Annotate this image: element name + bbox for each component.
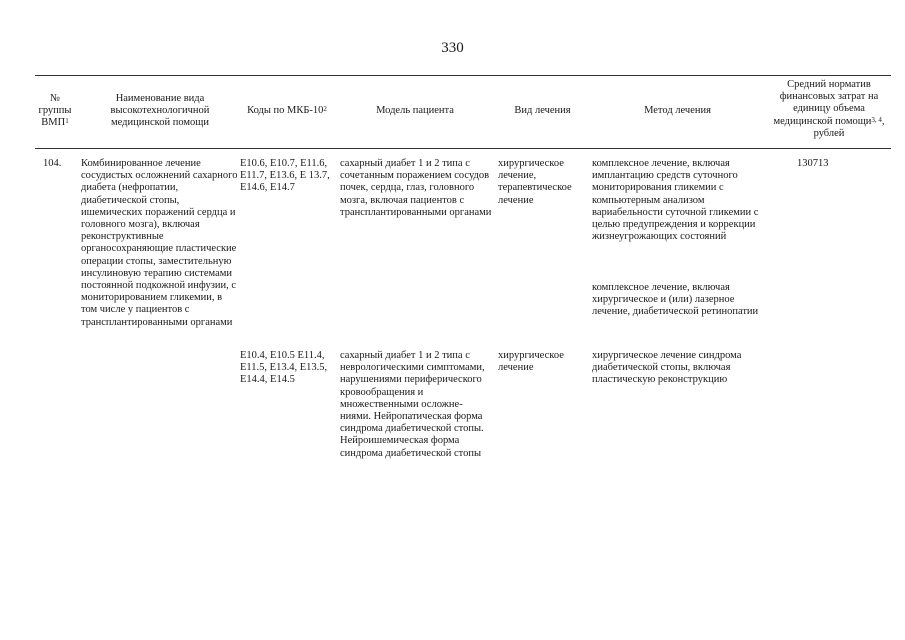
icd-codes-2: E10.4, E10.5 E11.4, E11.5, E13.4, E13.5, E14.4, E14.5 bbox=[240, 350, 328, 386]
header-top-rule bbox=[35, 75, 891, 76]
header-treatment-type: Вид лечения bbox=[514, 105, 571, 116]
header-icd-codes: Коды по МКБ-$10^2$ bbox=[247, 105, 327, 116]
treatment-type-1: хирургическое лечение, терапевтическое лечение bbox=[498, 158, 572, 206]
icd-codes-1: E10.6, E10.7, E11.6, E11.7, E13.6, E 13.7, E14.6, E14.7 bbox=[240, 158, 330, 194]
header-cost-norm: Средний норматив финансовых затрат на единицу объема медицинской помощи$^{3, 4}$, рублей bbox=[773, 79, 885, 139]
page-number: 330 bbox=[441, 40, 464, 56]
cost-value: 130713 bbox=[797, 158, 829, 169]
treatment-type-2: хирургическое лечение bbox=[498, 350, 564, 374]
treatment-method-1a: комплексное лечение, включая имплантацию средств суточного мониторирования гликемии с компьютерным анализом вариабельности суточной гликемии с целью предупреждения и коррекции жизнеугрожающих состояний bbox=[592, 158, 759, 243]
treatment-method-1b: комплексное лечение, включая хирургическое и (или) лазерное лечение, диабетической ретинопатии bbox=[592, 282, 759, 318]
treatment-method-2: хирургическое лечение синдрома диабетической стопы, включая пластическую реконструкцию bbox=[592, 350, 742, 386]
header-bottom-rule bbox=[35, 148, 891, 149]
patient-model-1: сахарный диабет 1 и 2 типа с сочетанным поражением сосудов почек, сердца, глаз, головного мозга, включая пациентов с трансплантированными органами bbox=[340, 158, 492, 218]
group-number: 104. bbox=[43, 158, 62, 169]
patient-model-2: сахарный диабет 1 и 2 типа с неврологическими симптомами, нарушениями периферического кровообращения и множественными осложне-ниями. Нейропатическая форма синдрома диабетической стопы. Нейроишемическая форма синдрома диабетической стопы bbox=[340, 350, 485, 459]
header-patient-model: Модель пациента bbox=[376, 105, 454, 116]
header-treatment-method: Метод лечения bbox=[644, 105, 711, 116]
vmp-type-name: Комбинированное лечение сосудистых осложнений сахарного диабета (нефропатии, диабетической стопы, ишемических поражений сердца и головного мозга), включая реконструктивные органосохраняющие пластические операции стопы, заместительную инсулиновую терапию системами постоянной подкожной инфузии, с мониторированием гликемии, в том числе у пациентов с трансплантированными органами bbox=[81, 158, 238, 328]
header-type-name: Наименование вида высокотехнологичной медицинской помощи bbox=[110, 93, 210, 129]
header-group-no: № группы ВМП$^1$ bbox=[38, 93, 72, 129]
